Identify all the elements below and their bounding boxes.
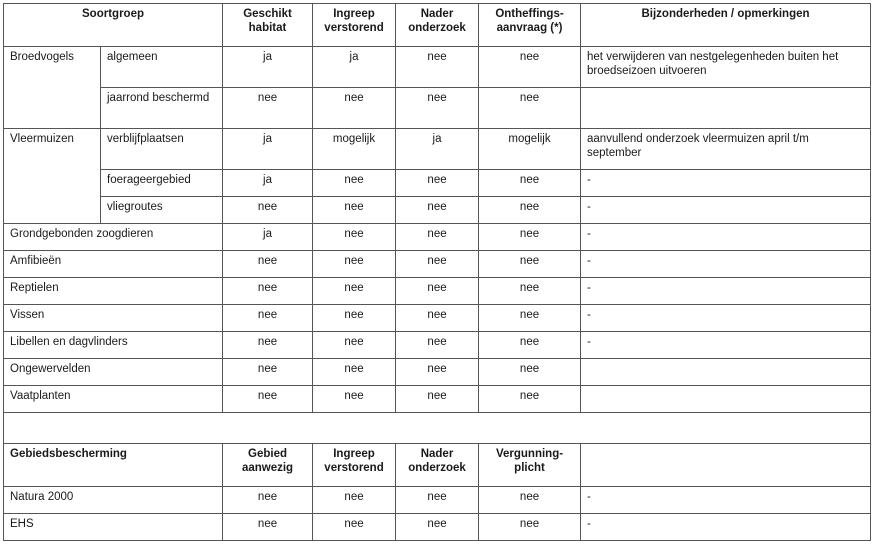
ingreep-cell: nee (313, 88, 396, 129)
spacer-row (4, 413, 871, 444)
header-gebiedsbescherming: Gebiedsbescherming (4, 444, 223, 487)
table-row (4, 359, 871, 386)
habitat-cell: ja (223, 224, 313, 251)
ingreep-cell: nee (313, 278, 396, 305)
gebied-name-cell: Natura 2000 (4, 487, 223, 514)
onderzoek-cell: nee (396, 305, 479, 332)
opmerking-cell: - (581, 278, 871, 305)
onderzoek-cell: ja (396, 129, 479, 170)
header-ingreep-verstorend: Ingreep verstorend (313, 4, 396, 47)
header-gebied-onderzoek: Nader onderzoek (396, 444, 479, 487)
ontheffing-cell: mogelijk (479, 129, 581, 170)
habitat-cell: nee (223, 359, 313, 386)
habitat-cell: nee (223, 332, 313, 359)
aanwezig-cell: nee (223, 514, 313, 541)
table-row (4, 129, 871, 170)
opmerking-cell (581, 359, 871, 386)
habitat-cell: nee (223, 88, 313, 129)
table-row (4, 487, 871, 514)
opmerking-cell: - (581, 170, 871, 197)
onderzoek-cell: nee (396, 170, 479, 197)
ontheffing-cell: nee (479, 88, 581, 129)
ingreep-cell: nee (313, 487, 396, 514)
habitat-cell: nee (223, 278, 313, 305)
table-row (4, 88, 871, 129)
group-name-cell: Reptielen (4, 278, 223, 305)
onderzoek-cell: nee (396, 251, 479, 278)
opmerking-cell: aanvullend onderzoek vleermuizen april t/m september (581, 129, 871, 170)
opmerking-cell: - (581, 514, 871, 541)
table-row (4, 278, 871, 305)
ingreep-cell: nee (313, 251, 396, 278)
group-name-cell: Ongewervelden (4, 359, 223, 386)
onderzoek-cell: nee (396, 278, 479, 305)
ontheffing-cell: nee (479, 224, 581, 251)
group-name-cell: Vaatplanten (4, 386, 223, 413)
header-gebied-empty (581, 444, 871, 487)
opmerking-cell: - (581, 224, 871, 251)
habitat-cell: nee (223, 251, 313, 278)
table-row (4, 251, 871, 278)
soortgroep-table (3, 3, 871, 541)
ingreep-cell: nee (313, 359, 396, 386)
habitat-cell: ja (223, 47, 313, 88)
ingreep-cell: mogelijk (313, 129, 396, 170)
header-gebied-aanwezig: Gebied aanwezig (223, 444, 313, 487)
spacer-cell (4, 413, 871, 444)
sub-cell: verblijfplaatsen (101, 129, 223, 170)
ontheffing-cell: nee (479, 251, 581, 278)
habitat-cell: nee (223, 197, 313, 224)
opmerking-cell: - (581, 251, 871, 278)
header-soortgroep: Soortgroep (4, 4, 223, 47)
aanwezig-cell: nee (223, 487, 313, 514)
onderzoek-cell: nee (396, 47, 479, 88)
ingreep-cell: nee (313, 332, 396, 359)
habitat-cell: nee (223, 305, 313, 332)
gebied-header-row (4, 444, 871, 487)
group-name-cell: Vissen (4, 305, 223, 332)
group-name-cell: Amfibieën (4, 251, 223, 278)
ingreep-cell: nee (313, 224, 396, 251)
onderzoek-cell: nee (396, 88, 479, 129)
ingreep-cell: ja (313, 47, 396, 88)
habitat-cell: ja (223, 170, 313, 197)
group-name-cell: Libellen en dagvlinders (4, 332, 223, 359)
table-row (4, 332, 871, 359)
ingreep-cell: nee (313, 386, 396, 413)
table-row (4, 224, 871, 251)
table-header-row (4, 4, 871, 47)
ontheffing-cell: nee (479, 278, 581, 305)
group-vleermuizen: Vleermuizen (4, 129, 101, 224)
table-row (4, 170, 871, 197)
header-geschikt-habitat: Geschikt habitat (223, 4, 313, 47)
onderzoek-cell: nee (396, 224, 479, 251)
ontheffing-cell: nee (479, 359, 581, 386)
onderzoek-cell: nee (396, 386, 479, 413)
habitat-cell: nee (223, 386, 313, 413)
vergunning-cell: nee (479, 514, 581, 541)
opmerking-cell: het verwijderen van nestgelegenheden buiten het broedseizoen uitvoeren (581, 47, 871, 88)
habitat-cell: ja (223, 129, 313, 170)
opmerking-cell: - (581, 332, 871, 359)
group-broedvogels: Broedvogels (4, 47, 101, 129)
table-row (4, 514, 871, 541)
opmerking-cell (581, 386, 871, 413)
ingreep-cell: nee (313, 170, 396, 197)
onderzoek-cell: nee (396, 197, 479, 224)
sub-cell: jaarrond beschermd (101, 88, 223, 129)
ontheffing-cell: nee (479, 305, 581, 332)
header-bijzonderheden: Bijzonderheden / opmerkingen (581, 4, 871, 47)
header-nader-onderzoek: Nader onderzoek (396, 4, 479, 47)
opmerking-cell: - (581, 197, 871, 224)
ontheffing-cell: nee (479, 386, 581, 413)
ontheffing-cell: nee (479, 170, 581, 197)
header-vergunningplicht: Vergunning-plicht (479, 444, 581, 487)
ontheffing-cell: nee (479, 47, 581, 88)
onderzoek-cell: nee (396, 359, 479, 386)
table-row (4, 197, 871, 224)
ingreep-cell: nee (313, 197, 396, 224)
opmerking-cell: - (581, 305, 871, 332)
opmerking-cell (581, 88, 871, 129)
table-row (4, 386, 871, 413)
gebied-name-cell: EHS (4, 514, 223, 541)
sub-cell: foerageergebied (101, 170, 223, 197)
header-gebied-ingreep: Ingreep verstorend (313, 444, 396, 487)
header-ontheffingsaanvraag: Ontheffings-aanvraag (*) (479, 4, 581, 47)
sub-cell: algemeen (101, 47, 223, 88)
onderzoek-cell: nee (396, 332, 479, 359)
group-name-cell: Grondgebonden zoogdieren (4, 224, 223, 251)
onderzoek-cell: nee (396, 487, 479, 514)
ontheffing-cell: nee (479, 197, 581, 224)
sub-cell: vliegroutes (101, 197, 223, 224)
vergunning-cell: nee (479, 487, 581, 514)
opmerking-cell: - (581, 487, 871, 514)
table-row (4, 305, 871, 332)
ingreep-cell: nee (313, 514, 396, 541)
onderzoek-cell: nee (396, 514, 479, 541)
ingreep-cell: nee (313, 305, 396, 332)
ontheffing-cell: nee (479, 332, 581, 359)
table-row (4, 47, 871, 88)
